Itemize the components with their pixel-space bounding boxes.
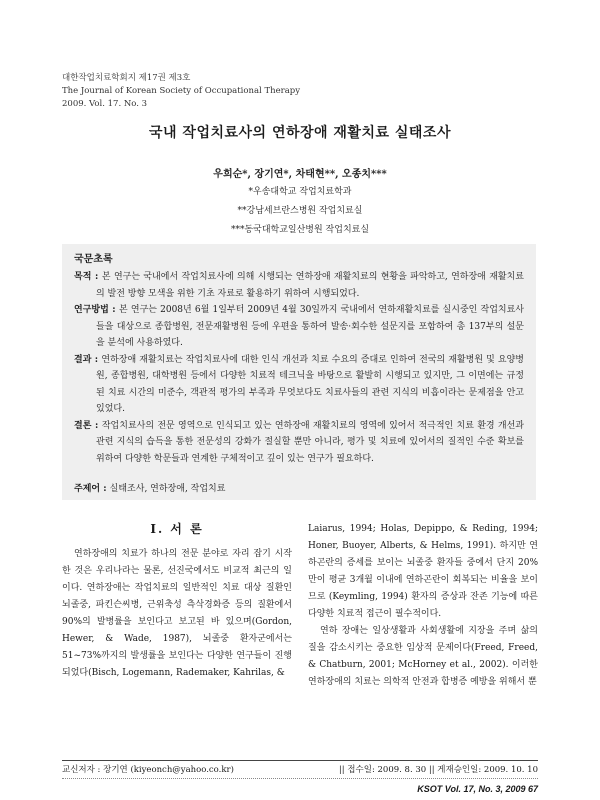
journal-issue: 2009. Vol. 17. No. 3 xyxy=(62,99,148,109)
submission-dates: || 접수일: 2009. 8. 30 || 게재승인일: 2009. 10. 10 xyxy=(338,765,538,775)
journal-title-korean: 대한작업치료학회지 제17권 제3호 xyxy=(62,73,191,83)
abstract-purpose xyxy=(74,269,524,302)
result-label: 결과 : xyxy=(74,354,102,365)
purpose-label: 목적 : xyxy=(74,272,102,282)
body-column-left: 연하장애의 치료가 하나의 전문 분야로 자리 잡기 시작한 것은 우리나라는 물론, 선진국에서도 비교적 최근의 일이다. 연하장애는 작업치료의 일반적인 치료 대상 질환인 뇌졸중, 파킨슨씨병, 근위축성 측삭경화증 등의 질환에서 90%의 발병률을 보인다고 보고된 바 있으며(Gordon, Hewer, & Wade, 1987), 뇌졸중 환자군에서는 51~73%까지의 발생률을 보인다는 다양한 연구들이 진행되었다(Bisch, Logemann, Rademaker, Kahrilas, & xyxy=(62,549,292,678)
body-column-right xyxy=(308,521,538,691)
body-paragraph-2: 연하 장애는 일상생활과 사회생활에 지장을 주며 삶의 질을 감소시키는 중요한 임상적 문제이다(Freed, Freed, & Chatburn, 2001; McHorney et al., 2002). 이러한 연하장애의 치료는 의학적 안전과 합병증 예방을 위해서 뿐 xyxy=(308,626,538,687)
journal-title-english: The Journal of Korean Society of Occupational Therapy xyxy=(62,86,301,96)
conclusion-label: 결론 : xyxy=(74,420,102,431)
abstract-conclusion xyxy=(74,418,524,468)
affiliation-2: **강남세브란스병원 작업치료실 xyxy=(237,206,363,216)
author-list: 우희순*, 장기연*, 차태현**, 오종치*** xyxy=(213,169,387,180)
abstract-heading: 국문초록 xyxy=(74,254,113,265)
conclusion-text: 작업치료사의 전문 영역으로 인식되고 있는 연하장애 재활치료의 영역에 있어서 적극적인 치료 환경 개선과 관련 지식의 습득을 통한 전문성의 강화가 절실할 뿐만 아니라, 평가 및 치료에 있어서의 질적인 수준 확보를 위하여 다양한 학문들과 연계한 구체적이고 깊이 있는 연구가 필요하다. xyxy=(96,420,524,464)
body-paragraph-continued: Laiarus, 1994; Holas, Depippo, & Reding, 1994; Honer, Buoyer, Alberts, & Helms, 1991). 하지만 연하곤란의 증세를 보이는 뇌졸중 환자들 중에서 단지 20%만이 평균 3개월 이내에 연하곤란이 회복되는 비율을 보이므로 (Keymling, 1994) 환자의 증상과 잔존 기능에 따른 다양한 치료적 접근이 필수적이다. xyxy=(308,524,538,619)
page-footer: KSOT Vol. 17, No. 3, 2009 67 xyxy=(417,784,538,794)
purpose-text: 본 연구는 국내에서 작업치료사에 의해 시행되는 연하장애 재활치료의 현황을 파악하고, 연하장애 재활치료의 발전 방향 모색을 위한 기초 자료로 활용하기 위하여 시행되었다. xyxy=(96,272,524,299)
abstract-method xyxy=(74,302,524,352)
abstract-keywords xyxy=(74,481,524,494)
method-label: 연구방법 : xyxy=(74,305,119,315)
method-text: 본 연구는 2008년 6월 1일부터 2009년 4월 30일까지 국내에서 연하재활치료를 실시중인 작업치료사들을 대상으로 종합병원, 전문재활병원 등에 우편을 통하여 발송·회수한 설문지를 포함하여 총 137부의 설문을 분석에 사용하였다. xyxy=(96,305,524,348)
abstract-box xyxy=(62,244,536,500)
correspondence-line xyxy=(62,763,538,775)
corresponding-author: 교신저자 : 장기연 (kiyeonch@yahoo.co.kr) xyxy=(62,765,234,775)
keywords-text: 실태조사, 연하장애, 작업치료 xyxy=(109,484,226,494)
section-heading: Ⅰ. 서 론 xyxy=(150,522,204,536)
journal-header xyxy=(62,72,300,111)
keywords-label: 주제어 : xyxy=(74,484,110,494)
paper-title: 국내 작업치료사의 연하장애 재활치료 실태조사 xyxy=(149,125,451,141)
abstract-result xyxy=(74,352,524,418)
footer-rule xyxy=(62,778,538,779)
footnote-divider xyxy=(62,760,538,761)
affiliation-3: ***동국대학교일산병원 작업치료실 xyxy=(230,225,370,235)
affiliation-1: *우송대학교 작업치료학과 xyxy=(248,187,352,197)
result-text: 연하장애 재활치료는 작업치료사에 대한 인식 개선과 치료 수요의 증대로 인하여 전국의 재활병원 및 요양병원, 종합병원, 대학병원 등에서 다양한 치료적 테크닉을 바탕으로 활발히 시행되고 있지만, 그 이면에는 규정된 치료 시간의 미준수, 객관적 평가의 부족과 무엇보다도 치료사들의 관련 지식의 비흡이라는 문제점을 안고 있었다. xyxy=(96,354,524,414)
